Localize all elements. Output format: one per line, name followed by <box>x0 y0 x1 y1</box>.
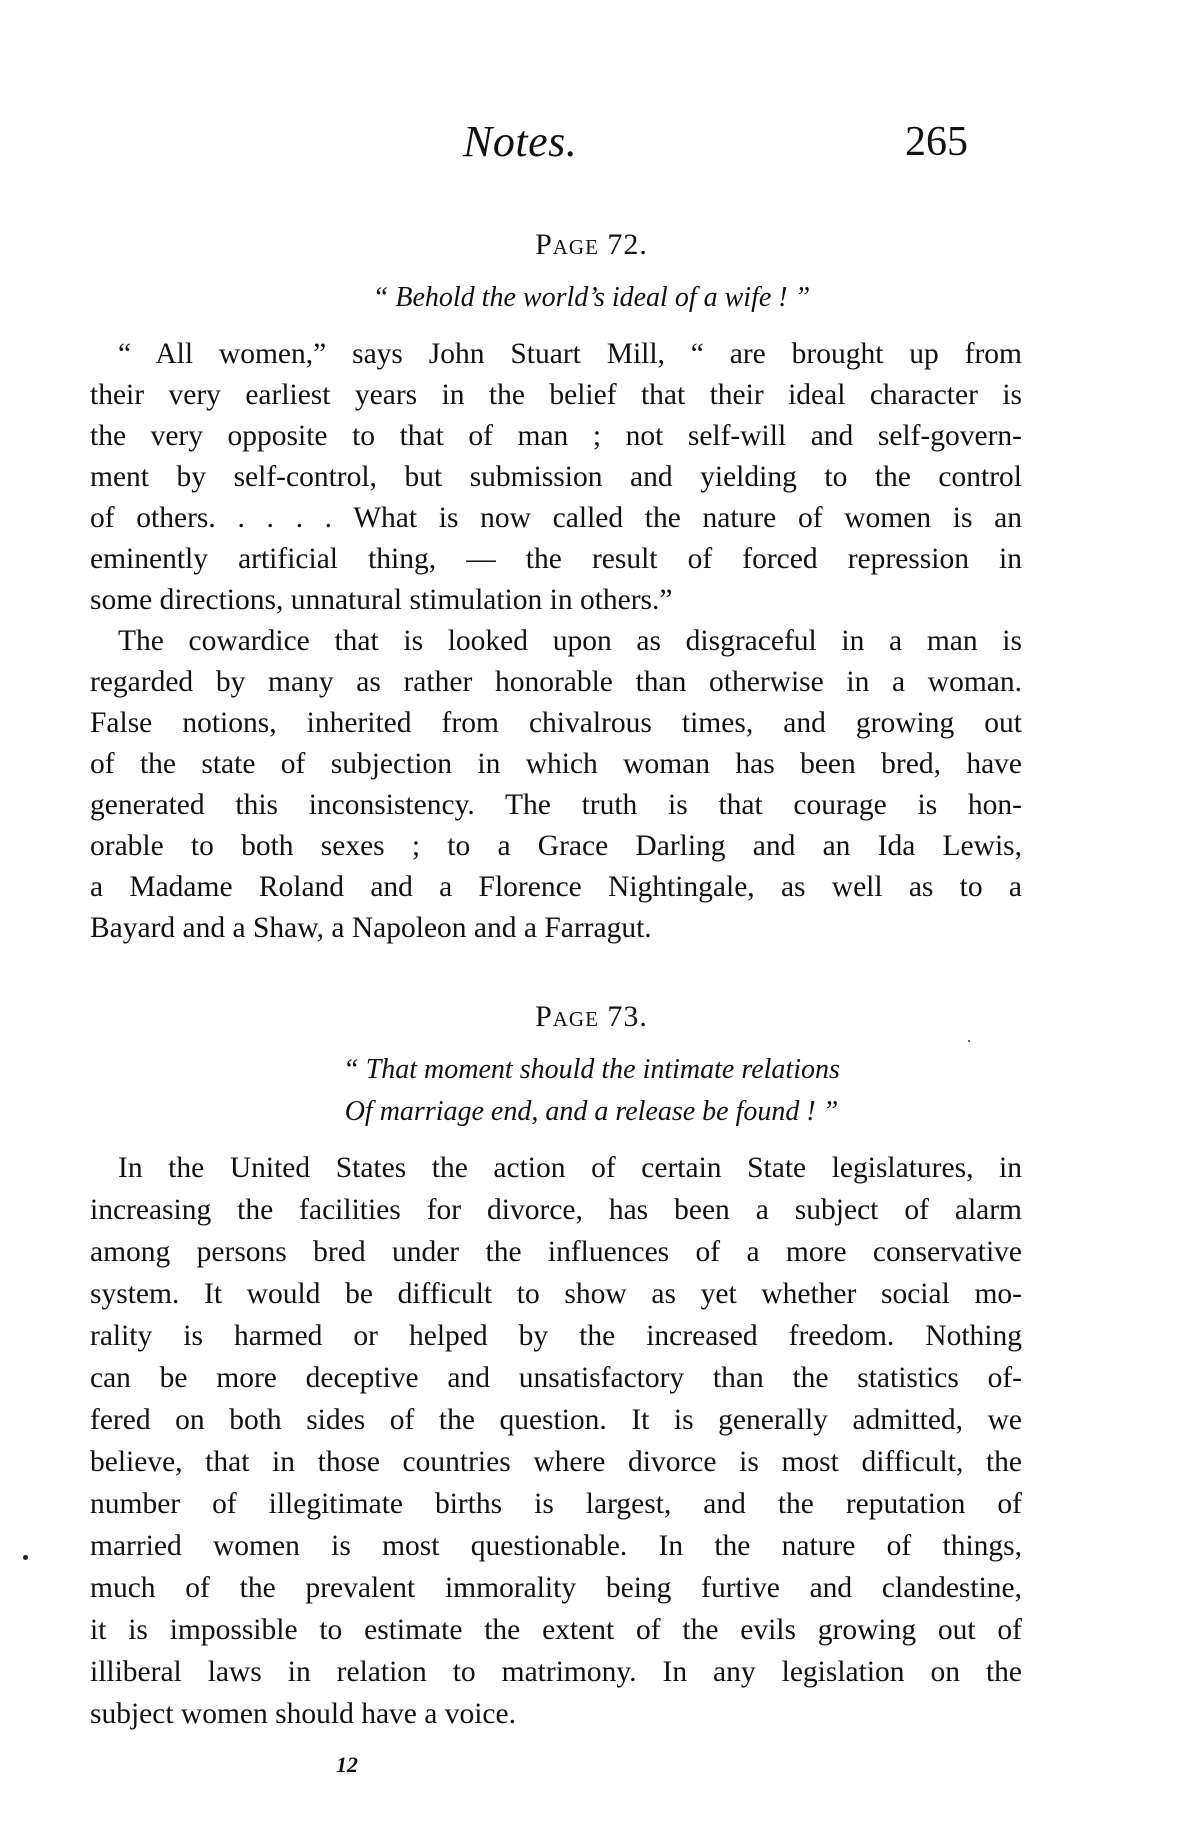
text-line: their very earliest years in the belief that their ideal character is <box>90 379 1022 411</box>
text-line: it is impossible to estimate the extent of the evils growing out of <box>90 1614 1022 1646</box>
text-line: among persons bred under the influences of a more conservative <box>90 1236 1022 1268</box>
text-line: some directions, unnatural stimulation in others.” <box>90 584 673 616</box>
scan-speck <box>23 1555 28 1560</box>
running-title: Notes. <box>463 117 578 166</box>
text-line: orable to both sexes ; to a Grace Darling and an Ida Lewis, <box>90 830 1022 862</box>
text-line: The cowardice that is looked upon as disgraceful in a man is <box>118 625 1022 657</box>
epigraph-line: Of marriage end, and a release be found ! ” <box>344 1096 839 1127</box>
signature-mark: 12 <box>336 1752 358 1777</box>
text-line: In the United States the action of certain State legislatures, in <box>118 1152 1022 1184</box>
text-line: the very opposite to that of man ; not self-will and self-govern- <box>90 420 1022 452</box>
text-line: subject women should have a voice. <box>90 1698 516 1730</box>
epigraph-line: “ Behold the world’s ideal of a wife ! ” <box>372 282 811 313</box>
text-line: False notions, inherited from chivalrous times, and growing out <box>90 707 1022 739</box>
page-number: 265 <box>905 119 968 165</box>
text-line: increasing the facilities for divorce, has been a subject of alarm <box>90 1194 1022 1226</box>
text-line: believe, that in those countries where divorce is most difficult, the <box>90 1446 1022 1478</box>
section-heading: Page 72. <box>535 228 648 261</box>
running-head <box>0 116 1183 176</box>
text-line: number of illegitimate births is largest, and the reputation of <box>90 1488 1022 1520</box>
text-line: a Madame Roland and a Florence Nightingale, as well as to a <box>90 871 1022 903</box>
text-line: ment by self-control, but submission and yielding to the control <box>90 461 1022 493</box>
text-line: system. It would be difficult to show as yet whether social mo- <box>90 1278 1022 1310</box>
text-line: of others. . . . . What is now called the nature of women is an <box>90 502 1022 534</box>
text-line: illiberal laws in relation to matrimony. In any legislation on the <box>90 1656 1022 1688</box>
text-line: married women is most questionable. In the nature of things, <box>90 1530 1022 1562</box>
text-line: regarded by many as rather honorable than otherwise in a woman. <box>90 666 1022 698</box>
text-line: “ All women,” says John Stuart Mill, “ are brought up from <box>118 338 1022 370</box>
text-line: generated this inconsistency. The truth is that courage is hon- <box>90 789 1022 821</box>
text-line: fered on both sides of the question. It is generally admitted, we <box>90 1404 1022 1436</box>
text-line: of the state of subjection in which woman has been bred, have <box>90 748 1022 780</box>
section-heading: Page 73. <box>535 1000 648 1033</box>
text-line: much of the prevalent immorality being furtive and clandestine, <box>90 1572 1022 1604</box>
text-line: Bayard and a Shaw, a Napoleon and a Farragut. <box>90 912 652 944</box>
epigraph-line: “ That moment should the intimate relations <box>343 1054 840 1085</box>
scan-speck <box>968 1040 970 1042</box>
text-line: rality is harmed or helped by the increased freedom. Nothing <box>90 1320 1022 1352</box>
text-line: eminently artificial thing, — the result of forced repression in <box>90 543 1022 575</box>
text-line: can be more deceptive and unsatisfactory than the statistics of- <box>90 1362 1022 1394</box>
